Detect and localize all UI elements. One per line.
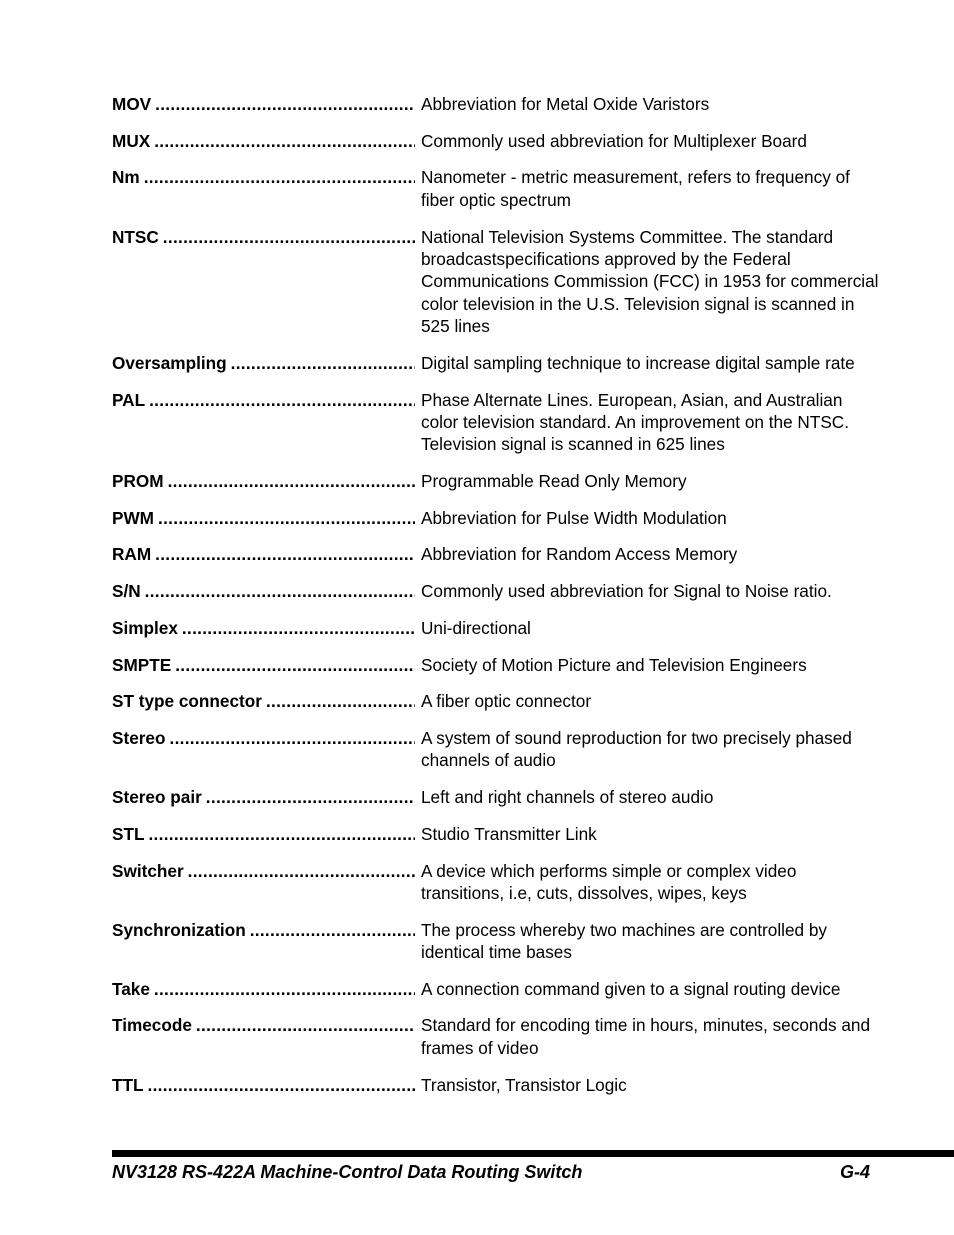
glossary-definition: Digital sampling technique to increase digital sample rate bbox=[421, 352, 855, 373]
glossary-entry bbox=[112, 617, 882, 639]
glossary-term: RAM bbox=[112, 544, 152, 565]
glossary-entry bbox=[112, 389, 882, 456]
term-column bbox=[112, 166, 415, 188]
dot-leader bbox=[196, 1014, 415, 1036]
term-column bbox=[112, 470, 415, 492]
term-column bbox=[112, 389, 415, 411]
footer-rule bbox=[112, 1150, 954, 1157]
glossary-definition: Abbreviation for Pulse Width Modulation bbox=[421, 507, 727, 528]
glossary-term: Timecode bbox=[112, 1015, 192, 1036]
glossary-entry bbox=[112, 786, 882, 808]
dot-leader bbox=[158, 507, 415, 529]
glossary-term: TTL bbox=[112, 1074, 144, 1095]
glossary-term: Simplex bbox=[112, 617, 178, 638]
glossary-term: PWM bbox=[112, 507, 155, 528]
glossary-entry bbox=[112, 1014, 882, 1059]
term-column bbox=[112, 226, 415, 248]
glossary-entry bbox=[112, 226, 882, 338]
dot-leader bbox=[155, 93, 415, 115]
glossary-definition: Studio Transmitter Link bbox=[421, 823, 597, 844]
glossary-entry bbox=[112, 860, 882, 905]
glossary-entry bbox=[112, 352, 882, 374]
term-column bbox=[112, 823, 415, 845]
dot-leader bbox=[144, 166, 415, 188]
term-column bbox=[112, 580, 415, 602]
term-column bbox=[112, 860, 415, 882]
dot-leader bbox=[148, 1074, 416, 1096]
dot-leader bbox=[250, 919, 415, 941]
glossary-definition: Society of Motion Picture and Television Engineers bbox=[421, 654, 807, 675]
glossary-entry bbox=[112, 978, 882, 1000]
glossary-entry bbox=[112, 93, 882, 115]
glossary-entry bbox=[112, 580, 882, 602]
term-column bbox=[112, 1074, 415, 1096]
glossary-term: MOV bbox=[112, 94, 152, 114]
dot-leader bbox=[168, 470, 415, 492]
term-column bbox=[112, 654, 415, 676]
glossary-definition: Uni-directional bbox=[421, 617, 531, 638]
glossary-term: MUX bbox=[112, 130, 151, 151]
glossary-list bbox=[112, 93, 882, 1110]
glossary-definition: Phase Alternate Lines. European, Asian, and Australian color television standard. An improvement on the NTSC. Television signal is scanned in 625 lines bbox=[421, 389, 849, 455]
term-column bbox=[112, 786, 415, 808]
glossary-definition: Abbreviation for Metal Oxide Varistors bbox=[421, 94, 710, 114]
glossary-definition: A connection command given to a signal routing device bbox=[421, 978, 841, 999]
glossary-definition: A device which performs simple or complex video transitions, i.e, cuts, dissolves, wipes, keys bbox=[421, 860, 797, 903]
dot-leader bbox=[206, 786, 415, 808]
glossary-definition: Abbreviation for Random Access Memory bbox=[421, 544, 738, 565]
term-column bbox=[112, 919, 415, 941]
glossary-term: STL bbox=[112, 823, 145, 844]
glossary-term: PROM bbox=[112, 471, 164, 492]
glossary-definition: Transistor, Transistor Logic bbox=[421, 1074, 627, 1095]
glossary-term: NTSC bbox=[112, 226, 159, 247]
dot-leader bbox=[175, 654, 415, 676]
dot-leader bbox=[163, 226, 415, 248]
dot-leader bbox=[154, 130, 415, 152]
glossary-entry bbox=[112, 507, 882, 529]
glossary-definition: A system of sound reproduction for two precisely phased channels of audio bbox=[421, 727, 852, 771]
glossary-entry bbox=[112, 130, 882, 152]
glossary-entry bbox=[112, 727, 882, 772]
dot-leader bbox=[145, 580, 415, 602]
glossary-term: Oversampling bbox=[112, 352, 227, 373]
glossary-term: S/N bbox=[112, 581, 141, 602]
footer-document-title: NV3128 RS-422A Machine-Control Data Routing Switch bbox=[112, 1162, 583, 1182]
term-column bbox=[112, 352, 415, 374]
glossary-entry bbox=[112, 470, 882, 492]
dot-leader bbox=[188, 860, 415, 882]
glossary-term: ST type connector bbox=[112, 691, 262, 712]
glossary-term: Take bbox=[112, 978, 150, 999]
dot-leader bbox=[231, 352, 415, 374]
glossary-term: Synchronization bbox=[112, 919, 246, 940]
glossary-entry bbox=[112, 166, 882, 211]
dot-leader bbox=[266, 690, 415, 712]
glossary-definition: National Television Systems Committee. The standard broadcastspecifications approved by the Federal Communications Commission (FCC) in 1953 for commercial color television in the U.S. Television signal is scanned in 525 lines bbox=[421, 226, 879, 337]
term-column bbox=[112, 507, 415, 529]
dot-leader bbox=[155, 543, 415, 565]
glossary-term: Switcher bbox=[112, 860, 184, 881]
term-column bbox=[112, 543, 415, 565]
term-column bbox=[112, 617, 415, 639]
term-column bbox=[112, 1014, 415, 1036]
term-column bbox=[112, 727, 415, 749]
glossary-term: Stereo bbox=[112, 727, 166, 748]
glossary-entry bbox=[112, 919, 882, 964]
glossary-term: PAL bbox=[112, 389, 146, 410]
glossary-definition: A fiber optic connector bbox=[421, 691, 592, 712]
glossary-entry bbox=[112, 654, 882, 676]
glossary-entry bbox=[112, 823, 882, 845]
term-column bbox=[112, 130, 415, 152]
glossary-term: Nm bbox=[112, 167, 140, 188]
page-number: G-4 bbox=[839, 1162, 870, 1182]
term-column bbox=[112, 978, 415, 1000]
glossary-entry bbox=[112, 1074, 882, 1096]
glossary-definition: Programmable Read Only Memory bbox=[421, 471, 687, 492]
glossary-definition: The process whereby two machines are controlled by identical time bases bbox=[421, 919, 828, 963]
term-column bbox=[112, 93, 415, 115]
dot-leader bbox=[154, 978, 415, 1000]
glossary-definition: Commonly used abbreviation for Signal to Noise ratio. bbox=[421, 581, 832, 602]
dot-leader bbox=[170, 727, 416, 749]
glossary-definition: Commonly used abbreviation for Multiplexer Board bbox=[421, 130, 807, 151]
term-column bbox=[112, 690, 415, 712]
glossary-entry bbox=[112, 543, 882, 565]
dot-leader bbox=[148, 823, 415, 845]
glossary-definition: Standard for encoding time in hours, minutes, seconds and frames of video bbox=[421, 1015, 871, 1058]
glossary-definition: Nanometer - metric measurement, refers to frequency of fiber optic spectrum bbox=[421, 167, 850, 210]
dot-leader bbox=[149, 389, 415, 411]
glossary-term: Stereo pair bbox=[112, 787, 202, 808]
dot-leader bbox=[182, 617, 415, 639]
glossary-definition: Left and right channels of stereo audio bbox=[421, 787, 714, 808]
glossary-entry bbox=[112, 690, 882, 712]
glossary-term: SMPTE bbox=[112, 654, 172, 675]
